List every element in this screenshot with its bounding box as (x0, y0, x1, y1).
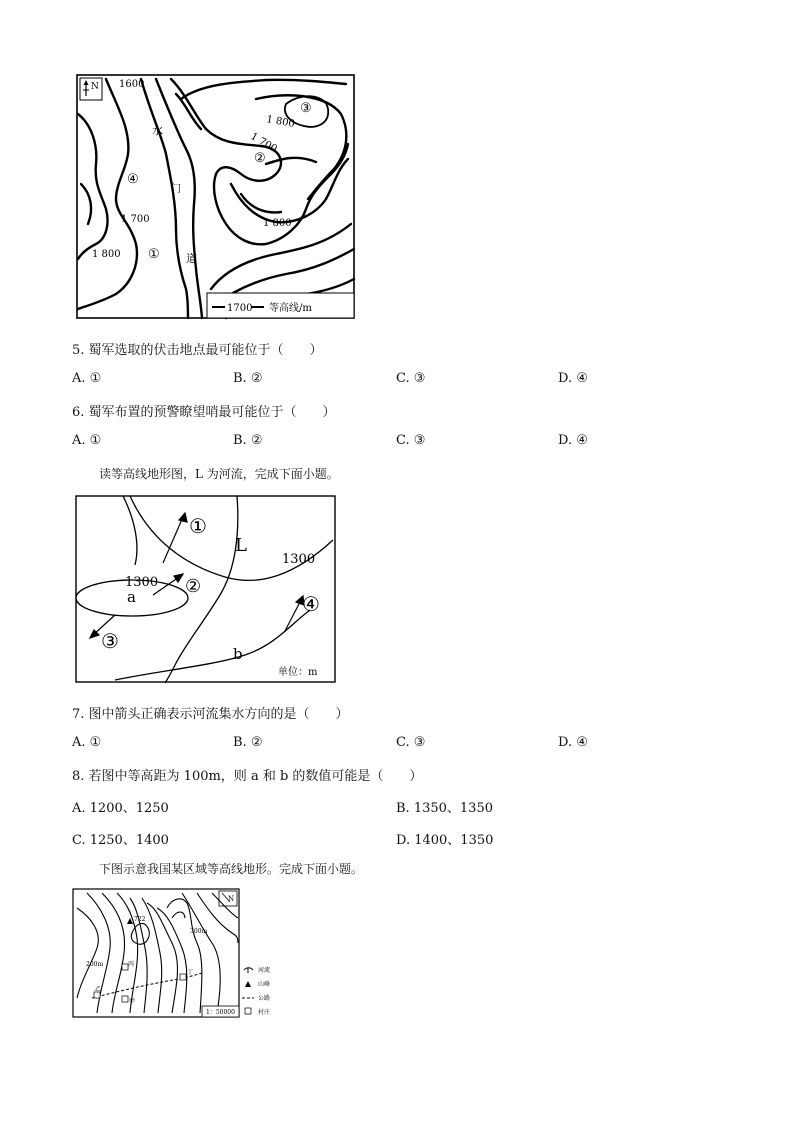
village-jia: 甲 (129, 998, 136, 1005)
north-arrow-icon (80, 78, 102, 100)
arrow-point-3: ③ (101, 629, 119, 653)
map1-legend (207, 293, 354, 318)
intro-map-2: 读等高线地形图，L 为河流，完成下面小题。 (99, 467, 339, 481)
scale-label: 1：50000 (206, 1009, 235, 1016)
contour-label-1800-left: 1 800 (92, 249, 121, 260)
north-label: N (91, 82, 99, 92)
contour-label-1300-left: 1300 (125, 575, 159, 590)
arrow-point-4: ④ (302, 592, 320, 616)
place-char-men: 门 (171, 184, 181, 195)
q5-option-b[interactable]: B. ② (233, 371, 263, 386)
contour-map-3-svg (72, 888, 277, 1020)
legend-village-icon (245, 1008, 251, 1014)
point-2: ② (254, 151, 266, 166)
intro-map-3: 下图示意我国某区域等高线地形。完成下面小题。 (99, 862, 364, 876)
point-1: ① (148, 247, 160, 262)
question-8-stem: 8. 若图中等高距为 100m，则 a 和 b 的数值可能是（ ） (72, 769, 423, 784)
river-label-L: L (235, 535, 247, 556)
question-7-stem: 7. 图中箭头正确表示河流集水方向的是（ ） (72, 707, 349, 722)
q6-option-a[interactable]: A. ① (72, 433, 102, 448)
point-3: ③ (300, 101, 312, 116)
q8-option-a[interactable]: A. 1200、1250 (72, 801, 169, 816)
contour-map-2-svg (75, 495, 337, 685)
contour-map-2 (75, 495, 337, 685)
contour-map-3 (72, 888, 277, 1020)
q6-option-d[interactable]: D. ④ (558, 433, 588, 448)
q8-option-b[interactable]: B. 1350、1350 (396, 801, 493, 816)
contour-label-1800-right: 1 800 (263, 218, 292, 229)
question-5-stem: 5. 蜀军选取的伏击地点最可能位于（ ） (72, 343, 323, 358)
legend-river: 河流 (258, 967, 271, 974)
contour-label-1700-mid: 1 700 (248, 131, 279, 155)
q6-option-c[interactable]: C. ③ (396, 433, 426, 448)
contour-map-1 (76, 74, 356, 320)
q5-option-d[interactable]: D. ④ (558, 371, 588, 386)
contour-label-1700-left: 1 700 (121, 214, 150, 225)
contour-label-1300-right: 1300 (282, 552, 316, 567)
legend-text: 等高线/m (269, 303, 312, 314)
legend-peak: 山峰 (258, 981, 271, 988)
q8-option-d[interactable]: D. 1400、1350 (396, 833, 494, 848)
legend-village: 村庄 (258, 1009, 271, 1016)
north-label-map3: N (228, 895, 235, 903)
legend-road: 公路 (258, 995, 271, 1002)
q5-option-a[interactable]: A. ① (72, 371, 102, 386)
village-bing: 丙 (128, 961, 135, 968)
q8-option-c[interactable]: C. 1250、1400 (72, 833, 169, 848)
map3-legend (242, 966, 270, 1016)
contour-label-200m: 200m (86, 961, 104, 968)
q7-option-b[interactable]: B. ② (233, 735, 263, 750)
village-ding: 丁 (187, 969, 194, 976)
unit-label: 单位：m (278, 667, 318, 678)
peak-elevation: 722 (134, 916, 146, 923)
arrow-point-2: ② (185, 576, 202, 597)
contour-label-300m: 300m (190, 928, 208, 935)
label-b: b (233, 645, 243, 663)
place-char-dao: 道 (186, 252, 197, 265)
place-char-shui: 水 (152, 124, 163, 137)
village-yi: 乙 (95, 986, 102, 993)
legend-value: 1700 (227, 303, 253, 314)
q6-option-b[interactable]: B. ② (233, 433, 263, 448)
q7-option-d[interactable]: D. ④ (558, 735, 588, 750)
q7-option-a[interactable]: A. ① (72, 735, 102, 750)
contour-map-1-svg (76, 74, 356, 320)
q7-option-c[interactable]: C. ③ (396, 735, 426, 750)
contour-label-1600: 1600 (119, 79, 145, 90)
label-a: a (127, 588, 136, 606)
question-6-stem: 6. 蜀军布置的预警瞭望哨最可能位于（ ） (72, 405, 336, 420)
arrow-point-1: ① (189, 514, 207, 538)
legend-peak-icon (245, 981, 251, 987)
point-4: ④ (127, 172, 139, 187)
village-icon (122, 996, 128, 1002)
village-icon (180, 974, 186, 980)
contour-label-1800-top: 1 800 (265, 114, 296, 130)
q5-option-c[interactable]: C. ③ (396, 371, 426, 386)
